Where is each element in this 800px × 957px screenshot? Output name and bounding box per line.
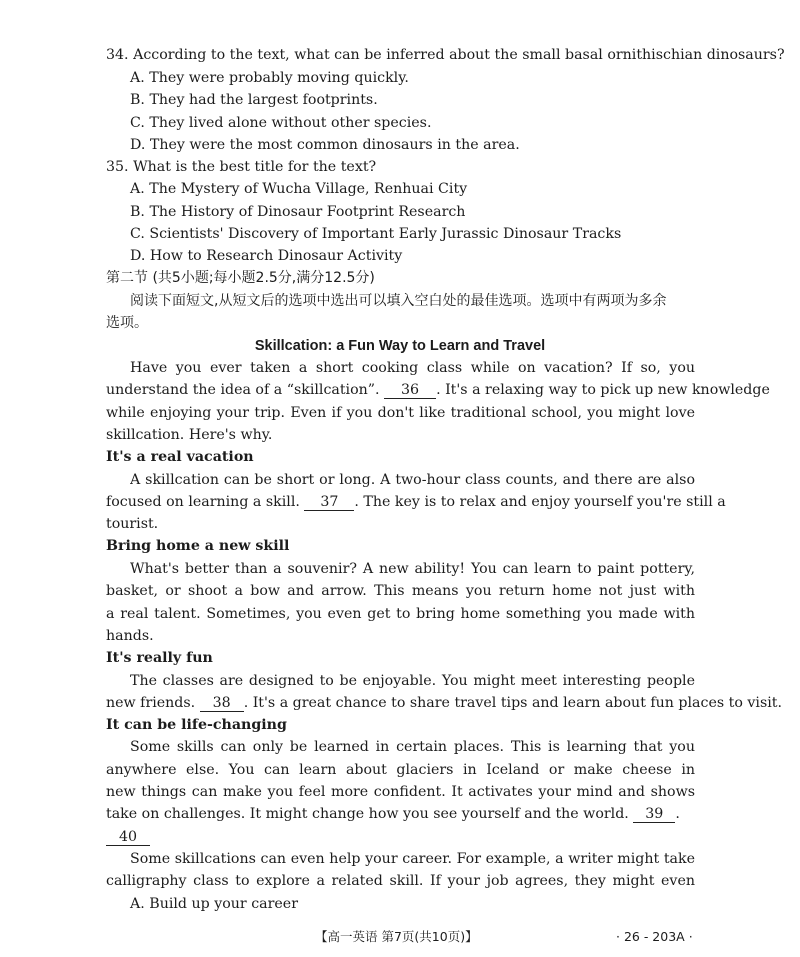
question-34-option-a: A. They were probably moving quickly. — [130, 70, 409, 86]
blank-36: 36 — [384, 382, 436, 399]
paragraph-3-line-4: hands. — [106, 628, 154, 644]
blank-37: 37 — [304, 494, 354, 511]
page-footer-center: 【高一英语 第7页(共10页)】 — [315, 929, 478, 944]
question-35-option-b: B. The History of Dinosaur Footprint Research — [130, 204, 466, 220]
paragraph-text: . The key is to relax and enjoy yourself you're still a — [354, 494, 726, 510]
paragraph-2-line-1: A skillcation can be short or long. A two-hour class counts, and there are also — [130, 472, 695, 488]
question-35-option-d: D. How to Research Dinosaur Activity — [130, 248, 403, 264]
paragraph-5-line-1: Some skills can only be learned in certain places. This is learning that you — [130, 739, 695, 755]
subheading-life-changing: It can be life-changing — [106, 717, 287, 733]
paragraph-3-line-3: a real talent. Sometimes, you even get to bring home something you made with — [106, 606, 695, 622]
paragraph-blank-40-line — [106, 827, 150, 847]
question-35-option-c: C. Scientists' Discovery of Important Early Jurassic Dinosaur Tracks — [130, 226, 622, 242]
paragraph-1-line-4: skillcation. Here's why. — [106, 427, 273, 443]
subheading-real-vacation: It's a real vacation — [106, 449, 254, 465]
paragraph-3-line-2: basket, or shoot a bow and arrow. This means you return home not just with — [106, 583, 695, 599]
paragraph-text: take on challenges. It might change how you see yourself and the world. — [106, 806, 629, 822]
question-35-stem: 35. What is the best title for the text? — [106, 159, 377, 175]
passage-title: Skillcation: a Fun Way to Learn and Travel — [254, 338, 546, 354]
paragraph-1-line-1: Have you ever taken a short cooking class while on vacation? If so, you — [130, 360, 695, 376]
paragraph-6-line-2: calligraphy class to explore a related skill. If your job agrees, they might even — [106, 873, 695, 889]
blank-38: 38 — [200, 695, 244, 712]
paragraph-2-line-3: tourist. — [106, 516, 159, 532]
paragraph-5-line-4 — [106, 804, 680, 824]
blank-40: 40 — [106, 829, 150, 846]
question-34-stem: 34. According to the text, what can be inferred about the small basal ornithischian dinosaurs? — [106, 47, 785, 63]
paragraph-6-line-1: Some skillcations can even help your career. For example, a writer might take — [130, 851, 695, 867]
subheading-bring-home: Bring home a new skill — [106, 538, 290, 554]
question-34-option-d: D. They were the most common dinosaurs in the area. — [130, 137, 520, 153]
paragraph-1-line-3: while enjoying your trip. Even if you don't like traditional school, you might love — [106, 405, 695, 421]
paragraph-text: focused on learning a skill. — [106, 494, 300, 510]
section-instruction: 阅读下面短文,从短文后的选项中选出可以填入空白处的最佳选项。选项中有两项为多余 — [130, 293, 667, 309]
paragraph-1-line-2 — [106, 380, 770, 400]
paragraph-5-line-3: new things can make you feel more confident. It activates your mind and shows — [106, 784, 695, 800]
page-footer-code: · 26 - 203A · — [616, 929, 693, 944]
paragraph-3-line-1: What's better than a souvenir? A new ability! You can learn to paint pottery, — [130, 561, 695, 577]
section-instruction-cont: 选项。 — [106, 315, 148, 331]
paragraph-text: understand the idea of a “skillcation”. — [106, 382, 380, 398]
paragraph-text: . It's a great chance to share travel tips and learn about fun places to visit. — [243, 695, 782, 711]
paragraph-5-line-2: anywhere else. You can learn about glaciers in Iceland or make cheese in — [106, 762, 695, 778]
question-34-option-c: C. They lived alone without other species. — [130, 115, 432, 131]
question-34-option-b: B. They had the largest footprints. — [130, 92, 378, 108]
subheading-really-fun: It's really fun — [106, 650, 213, 666]
paragraph-4-line-1: The classes are designed to be enjoyable. You might meet interesting people — [130, 673, 695, 689]
paragraph-4-line-2 — [106, 693, 782, 713]
paragraph-text: . — [675, 806, 680, 822]
question-35-option-a: A. The Mystery of Wucha Village, Renhuai City — [130, 181, 468, 197]
paragraph-text: new friends. — [106, 695, 196, 711]
answer-option-a: A. Build up your career — [130, 896, 298, 912]
paragraph-text: . It's a relaxing way to pick up new knowledge — [436, 382, 770, 398]
section-heading: 第二节 (共5小题;每小题2.5分,满分12.5分) — [106, 270, 375, 286]
blank-39: 39 — [633, 806, 675, 823]
paragraph-2-line-2 — [106, 492, 726, 512]
